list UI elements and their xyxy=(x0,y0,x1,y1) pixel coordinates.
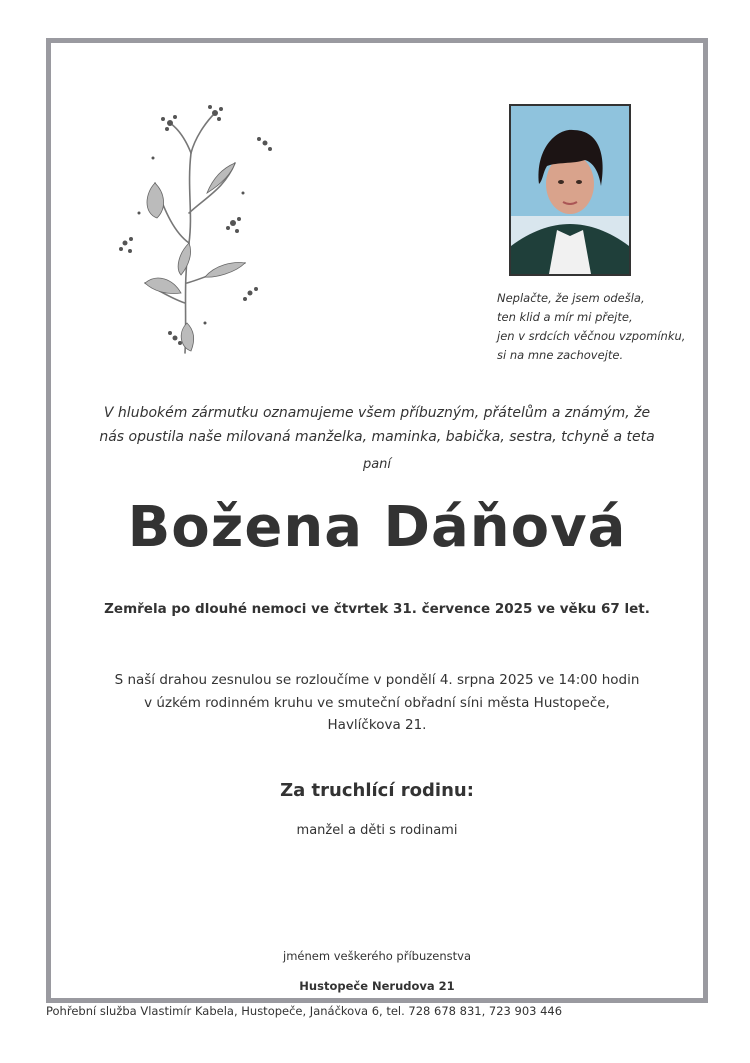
verse-line: jen v srdcích věčnou vzpomínku, xyxy=(497,329,686,343)
intro-line: nás opustila naše milovaná manželka, maminka, babička, sestra, tchyně a teta xyxy=(99,429,655,445)
title-prefix: paní xyxy=(362,457,392,472)
memorial-verse xyxy=(497,289,737,365)
family-members: manžel a děti s rodinami xyxy=(296,823,458,838)
family-address: Hustopeče Nerudova 21 xyxy=(299,979,455,993)
announcement-intro xyxy=(61,401,693,449)
verse-line: ten klid a mír mi přejte, xyxy=(497,310,633,324)
intro-line: V hlubokém zármutku oznamujeme všem příbuzným, přátelům a známým, že xyxy=(103,405,651,421)
verse-line: si na mne zachovejte. xyxy=(497,348,624,362)
behalf-line: jménem veškerého příbuzenstva xyxy=(283,949,471,963)
deceased-name: Božena Dáňová xyxy=(127,495,627,560)
ceremony-line: Havlíčkova 21. xyxy=(327,717,427,733)
ceremony-line: v úzkém rodinném kruhu ve smuteční obřadní síni města Hustopeče, xyxy=(144,694,610,711)
family-heading: Za truchlící rodinu: xyxy=(280,780,474,801)
page-frame xyxy=(46,38,708,1003)
ceremony-line: S naší drahou zesnulou se rozloučíme v pondělí 4. srpna 2025 ve 14:00 hodin xyxy=(114,672,640,688)
death-notice: Zemřela po dlouhé nemoci ve čtvrtek 31. července 2025 ve věku 67 let. xyxy=(104,601,650,617)
ceremony-info xyxy=(51,669,703,737)
verse-line: Neplačte, že jsem odešla, xyxy=(497,291,645,305)
funeral-service-footer: Pohřební služba Vlastimír Kabela, Hustopeče, Janáčkova 6, tel. 728 678 831, 723 903 446 xyxy=(46,1004,563,1018)
flower-illustration xyxy=(115,93,275,363)
portrait-photo xyxy=(509,104,631,276)
